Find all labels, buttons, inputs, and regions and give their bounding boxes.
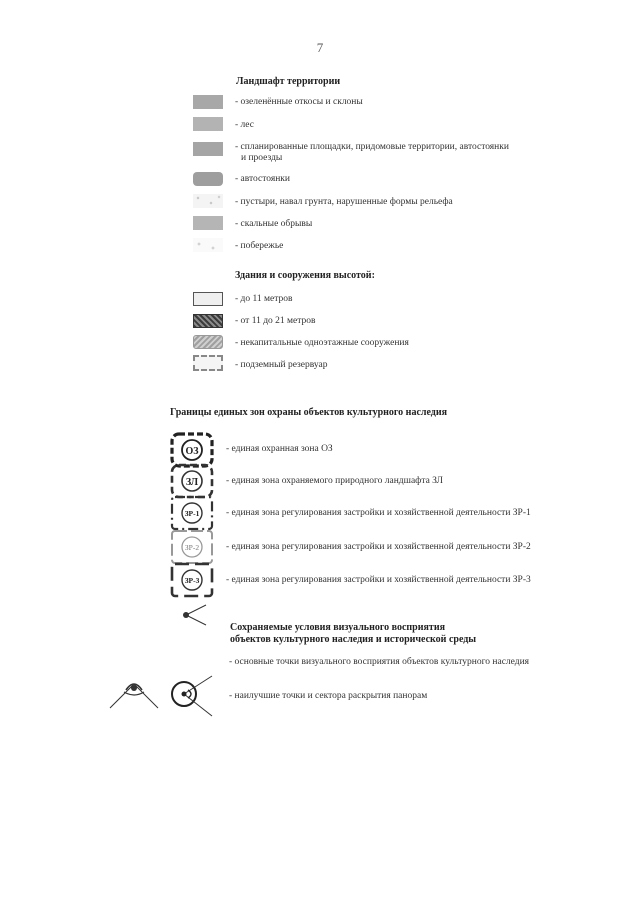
zone-zr3-code [170,562,214,598]
viewpoint-sector-icon [176,604,210,626]
panorama-points-icon [108,664,216,718]
svg-text:ЗР-3: ЗР-3 [184,576,200,585]
buildings-mid-swatch [193,314,223,328]
zone-zl-label: - единая зона охраняемого природного ландшафта ЗЛ [226,476,443,486]
temporary-structures-label: - некапитальные одноэтажные сооружения [235,338,409,348]
svg-text:ЗР-1: ЗР-1 [184,509,200,518]
zone-zr1-code [170,495,214,531]
wasteland-swatch [193,194,223,208]
planned-areas-swatch [193,142,223,156]
zone-oz-label: - единая охранная зона ОЗ [226,444,333,454]
forest-label: - лес [235,120,254,130]
svg-text:ЗЛ: ЗЛ [185,477,199,488]
slopes-label: - озеленённые откосы и склоны [235,97,363,107]
zone-zl-code [170,463,214,499]
zone-zr1-label: - единая зона регулирования застройки и хозяйственной деятельности ЗР-1 [226,508,531,518]
panorama-points-label: - наилучшие точки и сектора раскрытия панорам [229,691,428,701]
cliffs-swatch [193,216,223,230]
zone-zr2-code [170,529,214,565]
shore-swatch [193,238,223,252]
planned-areas-label-cont: и проезды [241,153,283,163]
forest-swatch [193,117,223,131]
buildings-title: Здания и сооружения высотой: [235,270,375,281]
parking-swatch [193,172,223,186]
temporary-structures-swatch [193,335,223,349]
buildings-low-swatch [193,292,223,306]
cliffs-label: - скальные обрывы [235,219,313,229]
reservoir-label: - подземный резервуар [235,360,328,370]
viewpoints-main-label: - основные точки визуального восприятия объектов культурного наследия [229,657,530,667]
page-number: 7 [316,40,324,55]
buildings-mid-label: - от 11 до 21 метров [235,316,316,326]
svg-text:ЗР-2: ЗР-2 [184,543,200,552]
planned-areas-label: - спланированные площадки, придомовые территории, автостоянки [235,142,509,152]
visual-title-line2: объектов культурного наследия и исторической среды [230,634,477,645]
landscape-title: Ландшафт территории [236,76,341,87]
buildings-low-label: - до 11 метров [235,294,293,304]
zone-zr2-label: - единая зона регулирования застройки и хозяйственной деятельности ЗР-2 [226,542,531,552]
visual-title-line1: Сохраняемые условия визуального восприятия [230,622,445,633]
zone-zr3-label: - единая зона регулирования застройки и хозяйственной деятельности ЗР-3 [226,575,531,585]
zones-title: Границы единых зон охраны объектов культурного наследия [170,407,448,418]
shore-label: - побережье [235,241,284,251]
wasteland-label: - пустыри, навал грунта, нарушенные формы рельефа [235,197,453,207]
svg-text:ОЗ: ОЗ [185,446,199,457]
reservoir-swatch [193,355,223,371]
slopes-swatch [193,95,223,109]
parking-label: - автостоянки [235,174,290,184]
